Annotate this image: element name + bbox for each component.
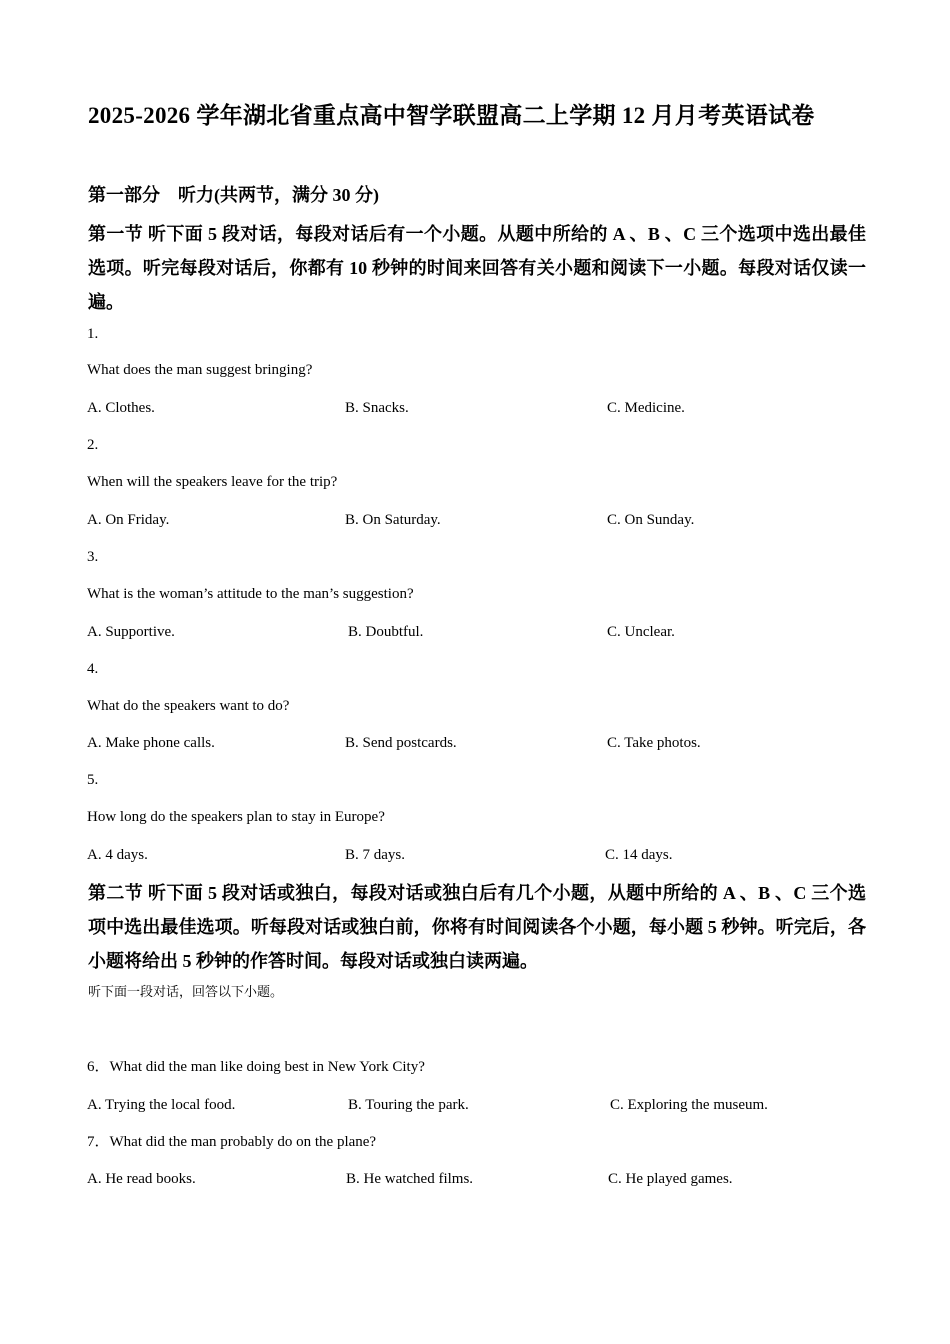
option-c: C. Exploring the museum. [610,1097,768,1113]
option-c: C. 14 days. [605,847,673,863]
option-b: B. Touring the park. [348,1097,469,1113]
question-text: 6．What did the man like doing best in New York City? [87,1059,425,1075]
part-heading: 第一部分 听力(共两节，满分 30 分) [88,185,379,205]
question-number: 4. [87,661,99,677]
option-b: B. Snacks. [345,400,409,416]
option-a: A. Clothes. [87,400,155,416]
option-a: A. On Friday. [87,512,170,528]
question-number: 5. [87,772,99,788]
option-a: A. He read books. [87,1171,196,1187]
option-a: A. Trying the local food. [87,1097,236,1113]
question-text: What does the man suggest bringing? [87,362,313,378]
option-b: B. On Saturday. [345,512,441,528]
page-title: 2025-2026 学年湖北省重点高中智学联盟高二上学期 12 月月考英语试卷 [88,103,815,128]
option-c: C. On Sunday. [607,512,695,528]
question-text: 7．What did the man probably do on the plane? [87,1134,377,1150]
question-number: 3. [87,549,99,565]
option-a: A. 4 days. [87,847,148,863]
option-c: C. Take photos. [607,735,701,751]
option-b: B. Send postcards. [345,735,457,751]
section-1-instructions: 第一节 听下面 5 段对话，每段对话后有一个小题。从题中所给的 A 、B 、C 三个选项中选出最佳选项。听完每段对话后，你都有 10 秒钟的时间来回答有关小题和阅读下一小题。每段对话仅读一遍。 [88,224,866,312]
option-a: A. Supportive. [87,624,175,640]
option-b: B. He watched films. [346,1171,474,1187]
question-text: How long do the speakers plan to stay in Europe? [87,809,385,825]
question-number: 2. [87,437,99,453]
question-text: What is the woman’s attitude to the man’s suggestion? [87,586,414,602]
option-c: C. Unclear. [607,624,675,640]
question-number: 1. [87,326,99,342]
option-a: A. Make phone calls. [87,735,215,751]
question-text: What do the speakers want to do? [87,698,290,714]
question-text: When will the speakers leave for the trip? [87,474,338,490]
option-c: C. Medicine. [607,400,685,416]
option-b: B. Doubtful. [348,624,424,640]
section-2-instructions: 第二节 听下面 5 段对话或独白，每段对话或独白后有几个小题，从题中所给的 A 、B 、C 三个选项中选出最佳选项。听每段对话或独白前，你将有时间阅读各个小题，每小题 5 秒钟。听完后，各小题将给出 5 秒钟的作答时间。每段对话或独白读两遍。 [88,883,866,971]
option-b: B. 7 days. [345,847,405,863]
section-2-note: 听下面一段对话，回答以下小题。 [88,985,284,1000]
option-c: C. He played games. [608,1171,733,1187]
